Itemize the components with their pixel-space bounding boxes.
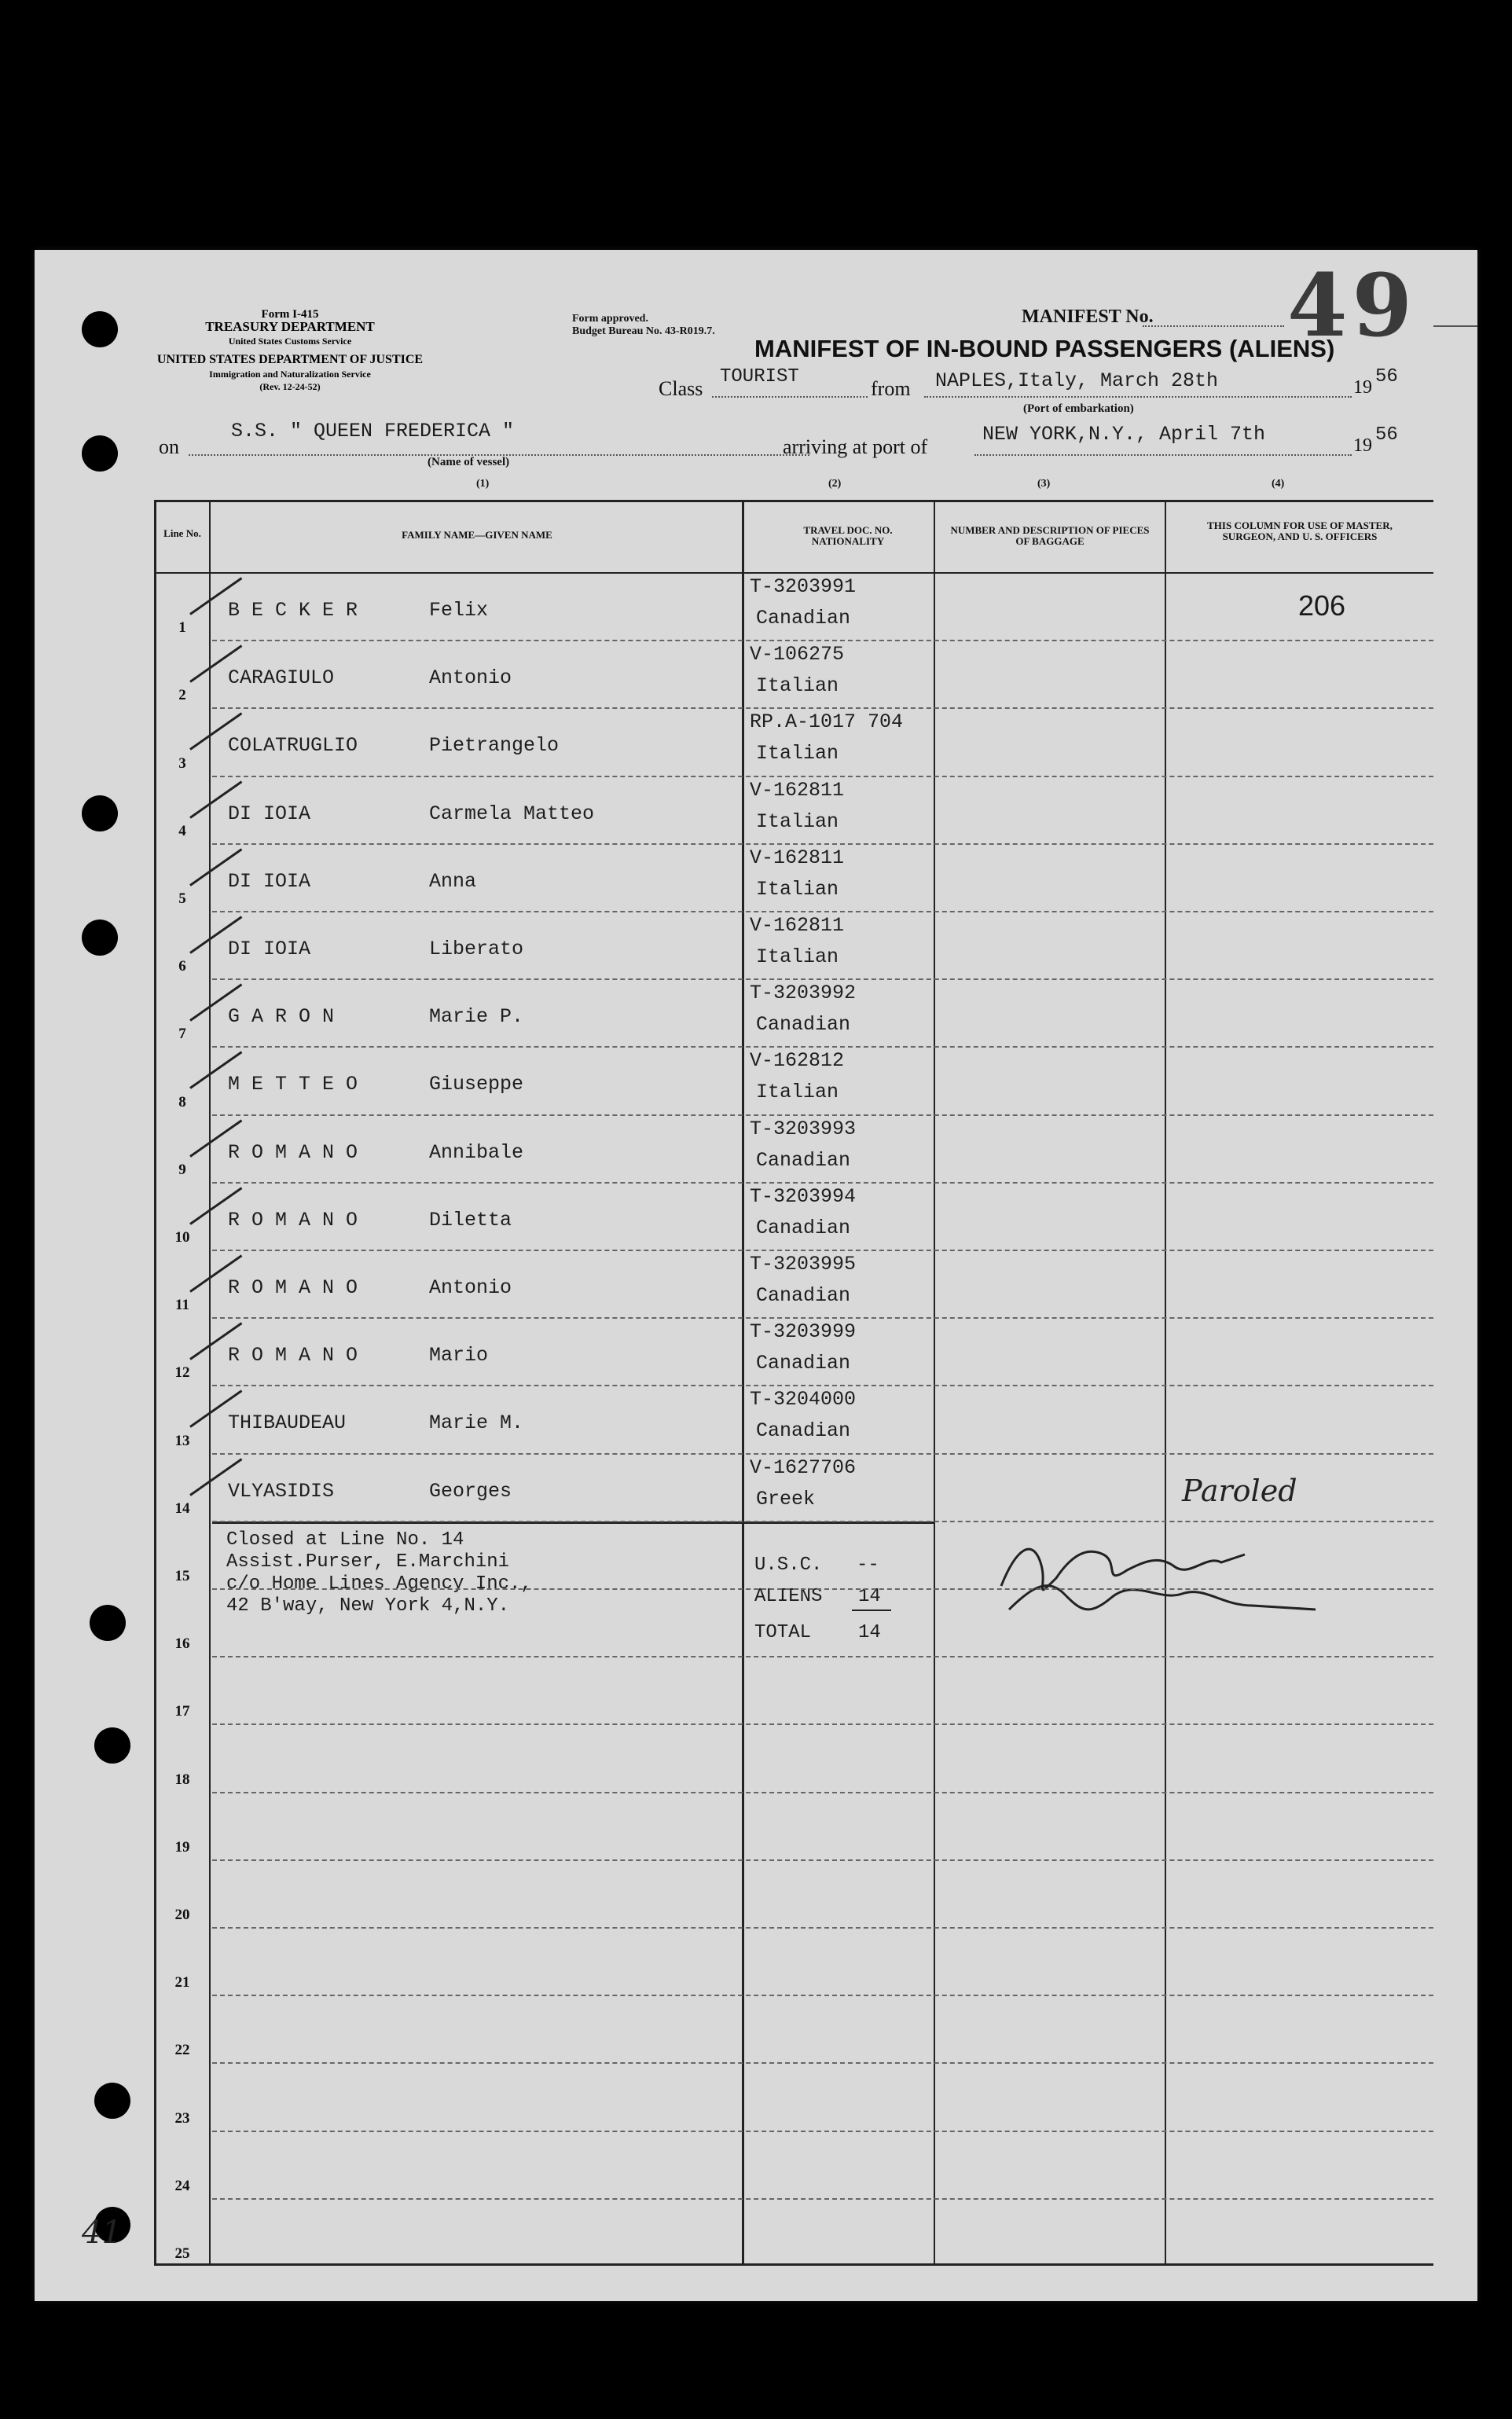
line-number: 25 (174, 2245, 190, 2262)
row-separator (212, 978, 1433, 980)
line-number: 12 (174, 1364, 190, 1382)
given-name: Liberato (429, 938, 524, 960)
rule-line (1433, 325, 1477, 327)
treasury-dept: TREASURY DEPARTMENT (205, 319, 375, 334)
family-name: DI IOIA (228, 802, 311, 825)
closing-line-4: 42 B'way, New York 4,N.Y. (226, 1595, 510, 1617)
travel-doc-number: T-3203999 (750, 1320, 857, 1344)
totals-rule (852, 1610, 891, 1611)
aliens-value: 14 (858, 1586, 881, 1607)
total-label: TOTAL (754, 1622, 812, 1643)
family-name: B E C K E R (228, 599, 358, 622)
from-value: NAPLES,Italy, March 28th (935, 369, 1219, 392)
line-number: 9 (178, 1161, 186, 1178)
given-name: Antonio (429, 666, 512, 690)
customs-service: United States Customs Service (228, 336, 352, 347)
family-name: M E T T E O (228, 1073, 358, 1096)
family-name: R O M A N O (228, 1344, 358, 1367)
travel-doc-number: V-162811 (750, 914, 845, 937)
family-name: THIBAUDEAU (228, 1411, 347, 1435)
given-name: Giuseppe (429, 1073, 524, 1096)
dotted-line (1143, 325, 1284, 327)
row-separator (212, 1453, 1433, 1455)
port-embark-label: (Port of embarkation) (1023, 402, 1134, 415)
punch-hole (82, 795, 118, 831)
row-separator (212, 1723, 1433, 1725)
row-separator (212, 2198, 1433, 2200)
line-number: 7 (178, 1026, 186, 1043)
line-number: 20 (174, 1907, 190, 1923)
row-separator (212, 776, 1433, 777)
line-number: 13 (174, 1432, 190, 1449)
row-separator (212, 2131, 1433, 2132)
row-separator (212, 707, 1433, 709)
line-number: 10 (174, 1229, 190, 1246)
nationality: Italian (756, 945, 839, 968)
nationality: Italian (756, 742, 839, 765)
from-label: from (871, 377, 911, 400)
line-number: 4 (178, 822, 186, 839)
row-separator (212, 843, 1433, 845)
family-name: R O M A N O (228, 1140, 358, 1164)
family-name: R O M A N O (228, 1208, 358, 1232)
given-name: Antonio (429, 1276, 512, 1299)
family-name: COLATRUGLIO (228, 734, 358, 758)
family-name: R O M A N O (228, 1276, 358, 1299)
form-approved: Form approved. (572, 313, 648, 325)
closing-line-3: c/o Home Lines Agency Inc., (226, 1573, 532, 1595)
row-separator (212, 1656, 1433, 1657)
class-label: Class (659, 377, 703, 400)
col-divider-name (742, 500, 744, 2265)
line-number: 8 (178, 1093, 186, 1110)
travel-doc-number: V-106275 (750, 643, 845, 666)
row-separator (212, 1859, 1433, 1861)
col-num-2: (2) (828, 478, 842, 490)
given-name: Anna (429, 869, 477, 893)
given-name: Marie P. (429, 1005, 524, 1029)
travel-doc-number: V-162812 (750, 1049, 845, 1073)
line-number: 18 (174, 1771, 190, 1788)
row-separator (212, 2062, 1433, 2064)
row-separator (212, 1046, 1433, 1048)
given-name: Marie M. (429, 1411, 524, 1435)
year-prefix: 19 (1353, 377, 1372, 398)
line-number: 15 (174, 1568, 190, 1584)
nationality: Italian (756, 674, 839, 698)
header-baggage: NUMBER AND DESCRIPTION OF PIECES OF BAGGAGE (950, 524, 1150, 547)
line-number: 23 (174, 2109, 190, 2127)
punch-hole (82, 311, 118, 347)
row-separator (212, 1588, 1433, 1590)
col-num-1: (1) (476, 478, 490, 490)
col-num-4: (4) (1272, 478, 1285, 490)
dotted-line (974, 454, 1352, 456)
family-name: DI IOIA (228, 869, 311, 893)
line-number: 11 (175, 1297, 189, 1314)
line-number: 22 (174, 2042, 190, 2059)
aliens-label: ALIENS (754, 1586, 823, 1607)
punch-hole (94, 2083, 130, 2119)
manifest-title: MANIFEST OF IN-BOUND PASSENGERS (ALIENS) (754, 335, 1335, 362)
table-bottom-border (154, 2263, 1433, 2266)
row-separator (212, 1317, 1433, 1319)
table-header-border (154, 572, 1433, 574)
row-separator (212, 1521, 1433, 1522)
col-divider-baggage (1165, 500, 1166, 2265)
line-number: 1 (178, 619, 186, 637)
given-name: Carmela Matteo (429, 802, 595, 825)
line-number: 14 (174, 1499, 190, 1517)
header-travel-doc: TRAVEL DOC. NO. NATIONALITY (803, 524, 893, 547)
justice-dept: UNITED STATES DEPARTMENT OF JUSTICE (156, 353, 424, 366)
line-number: 3 (178, 754, 186, 772)
given-name: Pietrangelo (429, 734, 560, 758)
vessel-label: (Name of vessel) (428, 456, 510, 468)
line-number: 6 (178, 958, 186, 975)
row-separator (212, 1250, 1433, 1251)
manifest-number: 49 (1287, 255, 1418, 356)
travel-doc-number: T-3203995 (750, 1253, 857, 1276)
year2-prefix: 19 (1353, 435, 1372, 456)
closing-line-1: Closed at Line No. 14 (226, 1529, 464, 1551)
usc-value: -- (857, 1555, 879, 1576)
closing-line-2: Assist.Purser, E.Marchini (226, 1551, 510, 1573)
family-name: G A R O N (228, 1005, 335, 1029)
nationality: Canadian (756, 1013, 851, 1037)
family-name: DI IOIA (228, 938, 311, 960)
header-officers: THIS COLUMN FOR USE OF MASTER, SURGEON, AND U. S. OFFICERS (1207, 519, 1393, 542)
row-separator (212, 1114, 1433, 1116)
travel-doc-number: V-162811 (750, 846, 845, 869)
form-number: Form I-415 (261, 308, 319, 321)
line-number: 24 (174, 2177, 190, 2194)
travel-doc-number: V-1627706 (750, 1455, 857, 1479)
inspector-signatures (985, 1531, 1378, 1625)
family-name: CARAGIULO (228, 666, 335, 690)
arriving-value: NEW YORK,N.Y., April 7th (982, 423, 1266, 446)
on-label: on (159, 435, 179, 458)
year2-value: 56 (1375, 424, 1398, 446)
table-top-border (154, 500, 1433, 502)
vessel-value: S.S. " QUEEN FREDERICA " (231, 420, 515, 442)
travel-doc-number: T-3203993 (750, 1117, 857, 1140)
budget-bureau: Budget Bureau No. 43-R019.7. (572, 325, 715, 337)
punch-hole (82, 435, 118, 472)
punch-hole (90, 1605, 126, 1641)
travel-doc-number: T-3204000 (750, 1388, 857, 1411)
line-number: 21 (174, 1974, 190, 1991)
col-divider-doc (934, 500, 935, 2265)
arriving-label: arriving at port of (783, 435, 928, 458)
row-separator (212, 640, 1433, 641)
punch-hole (82, 920, 118, 956)
usc-label: U.S.C. (754, 1555, 823, 1576)
line-number: 5 (178, 890, 186, 907)
given-name: Felix (429, 599, 489, 622)
travel-doc-number: V-162811 (750, 778, 845, 802)
table-left-border (154, 500, 156, 2265)
given-name: Georges (429, 1479, 512, 1503)
year-value: 56 (1375, 366, 1398, 387)
officer-note: Paroled (1182, 1473, 1297, 1508)
row-separator (212, 1927, 1433, 1929)
nationality: Canadian (756, 1148, 851, 1172)
nationality: Italian (756, 809, 839, 833)
punch-hole (94, 1727, 130, 1764)
travel-doc-number: T-3203992 (750, 982, 857, 1005)
col-divider-line (209, 500, 211, 2265)
nationality: Canadian (756, 607, 851, 630)
travel-doc-number: RP.A-1017 704 (750, 710, 904, 734)
officer-note: 206 (1298, 589, 1346, 622)
col-num-3: (3) (1037, 478, 1051, 490)
header-line-no: Line No. (163, 527, 201, 539)
manifest-no-label: MANIFEST No. (1022, 307, 1154, 327)
given-name: Diletta (429, 1208, 512, 1232)
margin-mark: 41 (82, 2215, 122, 2251)
ins-service: Immigration and Naturalization Service (209, 369, 371, 380)
given-name: Mario (429, 1344, 489, 1367)
header-name: FAMILY NAME—GIVEN NAME (402, 529, 552, 541)
nationality: Canadian (756, 1419, 851, 1443)
total-value: 14 (858, 1622, 881, 1643)
given-name: Annibale (429, 1140, 524, 1164)
dotted-line (712, 396, 868, 398)
row-separator (212, 1385, 1433, 1386)
row-separator (212, 1182, 1433, 1184)
line-number: 17 (174, 1703, 190, 1720)
line-number: 2 (178, 687, 186, 704)
row-separator (212, 1792, 1433, 1793)
line-number: 16 (174, 1635, 190, 1653)
row-separator (212, 911, 1433, 912)
line-number: 19 (174, 1838, 190, 1856)
nationality: Canadian (756, 1284, 851, 1307)
nationality: Canadian (756, 1352, 851, 1375)
nationality: Italian (756, 877, 839, 901)
travel-doc-number: T-3203994 (750, 1184, 857, 1208)
row-separator (212, 1995, 1433, 1996)
manifest-page (35, 250, 1477, 2301)
nationality: Greek (756, 1487, 816, 1510)
dotted-line (924, 396, 1352, 398)
family-name: VLYASIDIS (228, 1479, 335, 1503)
class-value: TOURIST (720, 366, 799, 387)
nationality: Canadian (756, 1216, 851, 1239)
travel-doc-number: T-3203991 (750, 575, 857, 598)
nationality: Italian (756, 1081, 839, 1104)
revision-date: (Rev. 12-24-52) (259, 381, 321, 392)
